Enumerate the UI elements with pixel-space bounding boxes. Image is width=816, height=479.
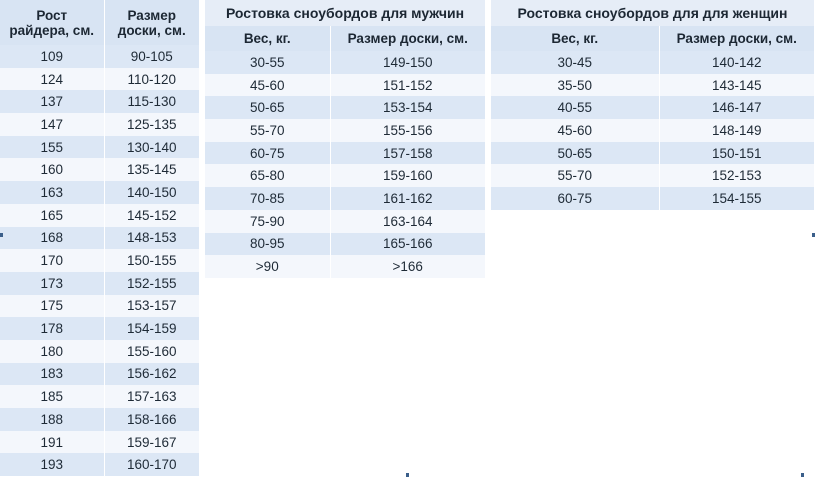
board-size-cell: 165-166	[330, 233, 485, 256]
board-size-cell: 160-170	[104, 453, 199, 476]
rider-height-cell: 124	[0, 68, 104, 91]
weight-cell: 50-65	[491, 142, 659, 165]
table-row	[491, 142, 814, 165]
table-row	[0, 295, 199, 318]
header-rider-height	[0, 0, 104, 45]
header-row	[205, 26, 485, 51]
board-size-cell: 155-160	[104, 340, 199, 363]
weight-cell: 35-50	[491, 74, 659, 97]
rider-height-cell: 165	[0, 204, 104, 227]
board-size-cell: 157-158	[330, 142, 485, 165]
table-row	[205, 255, 485, 278]
weight-cell: 45-60	[491, 119, 659, 142]
table-row	[205, 74, 485, 97]
table-row	[0, 45, 199, 68]
weight-cell: 70-85	[205, 187, 330, 210]
board-size-cell: 150-151	[659, 142, 814, 165]
rider-height-cell: 163	[0, 181, 104, 204]
board-size-cell: 157-163	[104, 385, 199, 408]
rider-height-cell: 137	[0, 90, 104, 113]
board-size-cell: 153-154	[330, 96, 485, 119]
weight-cell: 30-55	[205, 51, 330, 74]
table-row	[491, 96, 814, 119]
weight-cell: >90	[205, 255, 330, 278]
board-size-cell: 140-150	[104, 181, 199, 204]
board-size-cell: 130-140	[104, 136, 199, 159]
board-size-cell: 163-164	[330, 210, 485, 233]
table-row	[491, 187, 814, 210]
weight-cell: 60-75	[491, 187, 659, 210]
weight-cell: 50-65	[205, 96, 330, 119]
edge-mark	[801, 473, 804, 477]
board-size-cell: 149-150	[330, 51, 485, 74]
edge-mark	[812, 233, 815, 237]
caption-row	[491, 0, 814, 26]
header-row	[0, 0, 199, 45]
table-row	[0, 317, 199, 340]
table-row	[205, 96, 485, 119]
header-rider-height-line1: Рост	[36, 7, 68, 23]
weight-cell: 55-70	[491, 164, 659, 187]
table-row	[491, 119, 814, 142]
board-size-cell: 161-162	[330, 187, 485, 210]
rider-height-cell: 188	[0, 408, 104, 431]
table-row	[205, 119, 485, 142]
rider-height-cell: 173	[0, 272, 104, 295]
board-size-cell: 145-152	[104, 204, 199, 227]
board-size-cell: 135-145	[104, 158, 199, 181]
weight-cell: 75-90	[205, 210, 330, 233]
rider-height-table-body	[0, 45, 199, 476]
table-row	[0, 136, 199, 159]
board-size-cell: 154-159	[104, 317, 199, 340]
board-size-cell: 150-155	[104, 249, 199, 272]
header-board-size-line1: Размер	[127, 7, 177, 23]
board-size-cell: 153-157	[104, 295, 199, 318]
rider-height-cell: 147	[0, 113, 104, 136]
men-size-table-body	[205, 51, 485, 278]
table-row	[0, 68, 199, 91]
board-size-cell: 154-155	[659, 187, 814, 210]
board-size-cell: 155-156	[330, 119, 485, 142]
table-row	[205, 51, 485, 74]
weight-cell: 40-55	[491, 96, 659, 119]
rider-height-cell: 178	[0, 317, 104, 340]
table-row	[205, 142, 485, 165]
rider-height-cell: 191	[0, 431, 104, 454]
women-size-table	[491, 0, 814, 210]
header-board-size	[104, 0, 199, 45]
header-board-size-line2: доски, см.	[117, 22, 186, 38]
caption-row	[205, 0, 485, 26]
table-row	[0, 90, 199, 113]
table-row	[0, 363, 199, 386]
board-size-cell: 159-160	[330, 164, 485, 187]
board-size-cell: 125-135	[104, 113, 199, 136]
weight-cell: 60-75	[205, 142, 330, 165]
board-size-cell: 151-152	[330, 74, 485, 97]
board-size-cell: 148-149	[659, 119, 814, 142]
weight-cell: 30-45	[491, 51, 659, 74]
board-size-cell: 110-120	[104, 68, 199, 91]
rider-height-table	[0, 0, 199, 476]
board-size-cell: 140-142	[659, 51, 814, 74]
table-row	[491, 74, 814, 97]
board-size-cell: 115-130	[104, 90, 199, 113]
men-size-table	[205, 0, 485, 278]
rider-height-cell: 168	[0, 227, 104, 250]
board-size-cell: 159-167	[104, 431, 199, 454]
board-size-cell: 146-147	[659, 96, 814, 119]
table-row	[0, 158, 199, 181]
board-size-cell: 158-166	[104, 408, 199, 431]
rider-height-cell: 180	[0, 340, 104, 363]
table-row	[0, 249, 199, 272]
table-row	[205, 210, 485, 233]
table-row	[0, 453, 199, 476]
header-board-size: Размер доски, см.	[659, 26, 814, 51]
board-size-cell: >166	[330, 255, 485, 278]
women-table-title: Ростовка сноубордов для для женщин	[491, 0, 814, 26]
rider-height-cell: 183	[0, 363, 104, 386]
table-row	[491, 164, 814, 187]
rider-height-cell: 160	[0, 158, 104, 181]
weight-cell: 80-95	[205, 233, 330, 256]
header-weight: Вес, кг.	[491, 26, 659, 51]
rider-height-cell: 185	[0, 385, 104, 408]
men-table-title: Ростовка сноубордов для мужчин	[205, 0, 485, 26]
board-size-cell: 156-162	[104, 363, 199, 386]
weight-cell: 45-60	[205, 74, 330, 97]
weight-cell: 65-80	[205, 164, 330, 187]
board-size-cell: 90-105	[104, 45, 199, 68]
board-size-cell: 148-153	[104, 227, 199, 250]
table-row	[0, 113, 199, 136]
header-row	[491, 26, 814, 51]
table-row	[0, 227, 199, 250]
rider-height-cell: 170	[0, 249, 104, 272]
rider-height-cell: 175	[0, 295, 104, 318]
rider-height-cell: 193	[0, 453, 104, 476]
board-size-cell: 152-153	[659, 164, 814, 187]
rider-height-cell: 155	[0, 136, 104, 159]
table-row	[0, 181, 199, 204]
board-size-cell: 143-145	[659, 74, 814, 97]
table-row	[0, 408, 199, 431]
table-row	[0, 204, 199, 227]
table-row	[0, 385, 199, 408]
header-weight: Вес, кг.	[205, 26, 330, 51]
table-row	[205, 233, 485, 256]
table-row	[491, 51, 814, 74]
header-rider-height-line2: райдера, см.	[9, 22, 95, 38]
rider-height-cell: 109	[0, 45, 104, 68]
weight-cell: 55-70	[205, 119, 330, 142]
table-row	[0, 272, 199, 295]
women-size-table-body	[491, 51, 814, 210]
table-row	[0, 431, 199, 454]
header-board-size: Размер доски, см.	[330, 26, 485, 51]
edge-mark	[0, 233, 3, 237]
table-row	[0, 340, 199, 363]
table-row	[205, 164, 485, 187]
board-size-cell: 152-155	[104, 272, 199, 295]
table-row	[205, 187, 485, 210]
edge-mark	[406, 473, 409, 477]
